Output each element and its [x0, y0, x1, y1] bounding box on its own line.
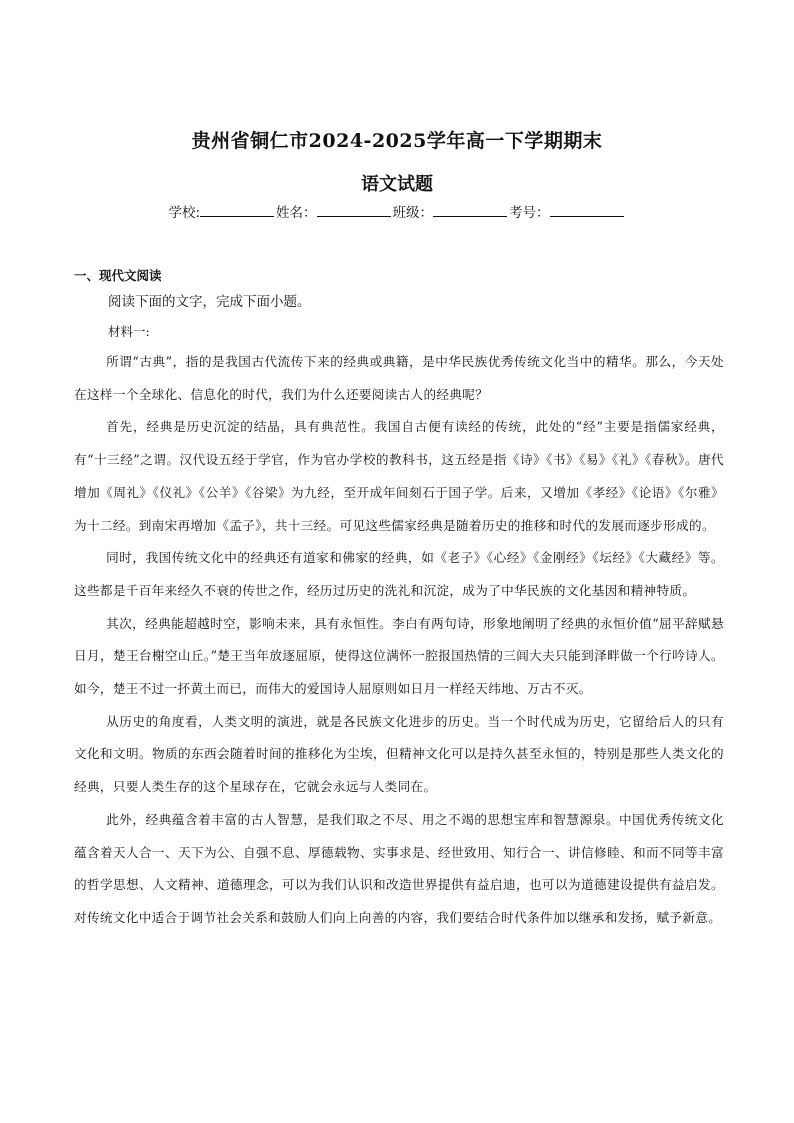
name-field-blank[interactable]: [317, 204, 391, 217]
class-field-label: 班级：: [392, 205, 434, 221]
exam-number-field-blank[interactable]: [550, 204, 624, 217]
school-field-blank[interactable]: [200, 204, 274, 217]
material-label: 材料一:: [108, 324, 150, 339]
reading-instruction: 阅读下面的文字，完成下面小题。: [108, 294, 311, 310]
paragraph: 同时，我国传统文化中的经典还有道家和佛家的经典，如《老子》《心经》《金刚经》《坛经》《大藏经》等。这些都是千百年来经久不衰的传世之作，经历过历史的洗礼和沉淀，成为了中华民族的文化基因和精神特质。: [74, 550, 724, 598]
exam-number-field-label: 考号：: [509, 205, 550, 221]
student-info-line: [0, 201, 794, 221]
paragraph: 所谓“古典”，指的是我国古代流传下来的经典或典籍，是中华民族优秀传统文化当中的精华。那么，今天处在这样一个全球化、信息化的时代，我们为什么还要阅读古人的经典呢？: [74, 354, 724, 402]
paragraph: 首先，经典是历史沉淀的结晶，具有典范性。我国自古便有读经的传统，此处的“经”主要是指儒家经典，有“十三经”之谓。汉代设五经于学官，作为官办学校的教科书，这五经是指《诗》《书》《易》《礼》《春秋》。唐代增加《周礼》《仪礼》《公羊》《谷梁》为九经，至开成年间刻石于国子学。后来，又增加《孝经》《论语》《尔雅》为十二经。到南宋再增加《孟子》，共十三经。可见这些儒家经典是随着历史的推移和时代的发展而逐步形成的。: [74, 419, 724, 533]
paragraph: 其次，经典能超越时空，影响未来，具有永恒性。李白有两句诗，形象地阐明了经典的永恒价值“屈平辞赋悬日月，楚王台榭空山丘。”楚王当年放逐屈原，使得这位满怀一腔报国热情的三闾大夫只能到泽畔做一个行吟诗人。如今，楚王不过一抔黄土而已，而伟大的爱国诗人屈原则如日月一样经天纬地、万古不灭。: [74, 615, 724, 697]
paragraph: 从历史的角度看，人类文明的演进，就是各民族文化进步的历史。当一个时代成为历史，它留给后人的只有文化和文明。物质的东西会随着时间的推移化为尘埃，但精神文化可以是持久甚至永恒的，特别是那些人类文化的经典，只要人类生存的这个星球存在，它就会永远与人类同在。: [74, 713, 724, 795]
material-body: [74, 346, 724, 935]
name-field-label: 姓名：: [276, 205, 317, 221]
section-heading: 一、现代文阅读: [74, 268, 162, 283]
school-field-label: 学校:: [168, 205, 201, 221]
page-title: 贵州省铜仁市2024-2025学年高一下学期期末: [191, 130, 603, 152]
class-field-blank[interactable]: [433, 204, 507, 217]
page-subtitle: 语文试题: [361, 174, 433, 195]
paragraph: 此外，经典蕴含着丰富的古人智慧，是我们取之不尽、用之不竭的思想宝库和智慧源泉。中国优秀传统文化蕴含着天人合一、天下为公、自强不息、厚德载物、实事求是、经世致用、知行合一、讲信修睦、和而不同等丰富的哲学思想、人文精神、道德理念，可以为我们认识和改造世界提供有益启迪，也可以为道德建设提供有益启发。对传统文化中适合于调节社会关系和鼓励人们向上向善的内容，我们要结合时代条件加以继承和发扬，赋予新意。: [74, 811, 724, 925]
